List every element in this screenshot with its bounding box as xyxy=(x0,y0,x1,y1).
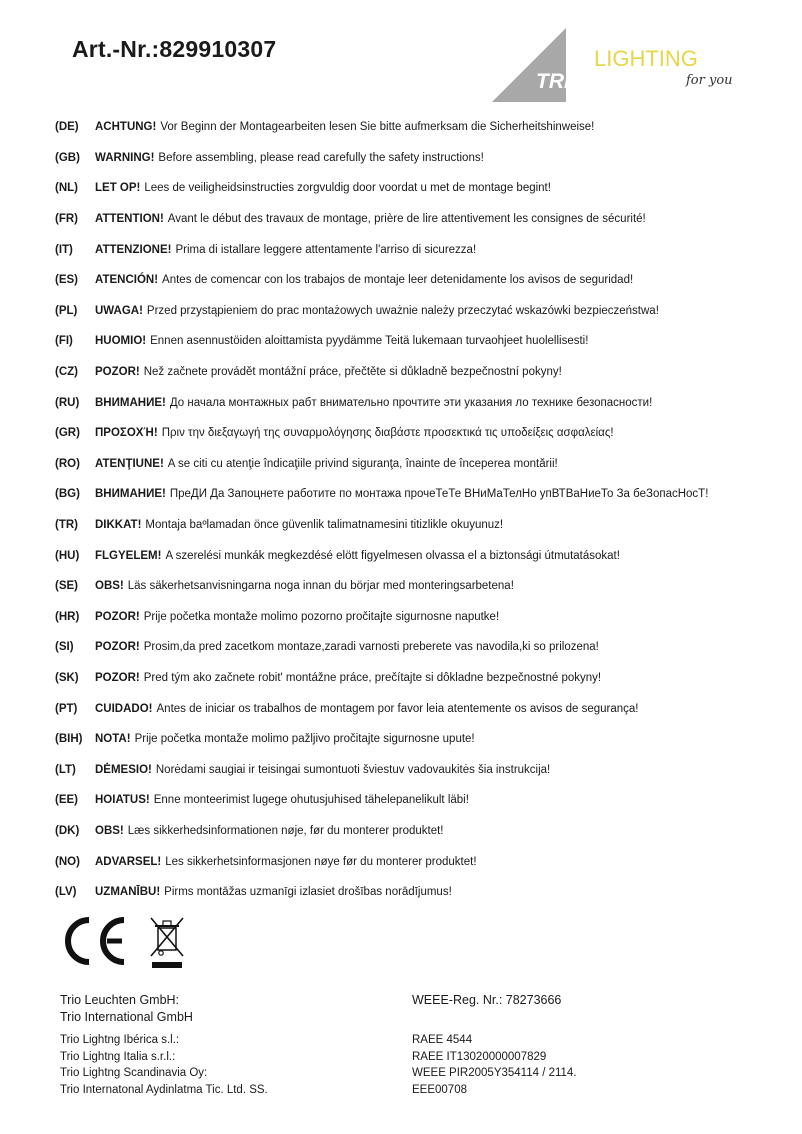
language-code: (SK) xyxy=(55,671,79,684)
warning-row xyxy=(55,387,795,418)
warning-heading: WARNING! xyxy=(95,151,155,164)
language-code: (RU) xyxy=(55,396,80,409)
warning-text: Prosim,da pred zacetkom montaze,zaradi varnosti preberete vas navodila,ki so prilozena! xyxy=(143,641,599,654)
warning-heading: ВНИМАНИЕ! xyxy=(95,396,166,409)
logo-trio-text: TRIO xyxy=(536,70,587,93)
warning-text: Prije početka montaže molimo pažljivo pročitajte sigurnosne upute! xyxy=(134,733,475,746)
warning-row xyxy=(55,632,795,663)
raee-it-number: RAEE IT13020000007829 xyxy=(412,1050,547,1063)
eee-number: EEE00708 xyxy=(412,1083,467,1096)
warning-row xyxy=(55,540,795,571)
language-code: (HU) xyxy=(55,549,80,562)
warning-row xyxy=(55,234,795,265)
warning-heading: ATTENTION! xyxy=(95,213,164,226)
warning-row xyxy=(55,479,795,510)
language-code: (PT) xyxy=(55,702,78,715)
language-code: (LV) xyxy=(55,886,77,899)
warning-row xyxy=(55,754,795,785)
warning-heading: HOIATUS! xyxy=(95,794,150,807)
warning-row xyxy=(55,846,795,877)
language-code: (GB) xyxy=(55,151,80,164)
warning-text: Norėdami saugiai ir teisingai sumontuoti šviestuv vadovaukitės šia instrukcija! xyxy=(155,763,551,776)
safety-warnings-list xyxy=(55,112,795,907)
warning-heading: DIKKAT! xyxy=(95,519,142,532)
language-code: (PL) xyxy=(55,304,78,317)
warning-heading: ВНИМАНИЕ! xyxy=(95,488,166,501)
warning-heading: ATENCIÓN! xyxy=(95,274,159,287)
language-code: (LT) xyxy=(55,763,76,776)
warning-row xyxy=(55,112,795,143)
raee-number: RAEE 4544 xyxy=(412,1034,473,1046)
warning-heading: POZOR! xyxy=(95,366,140,379)
warning-heading: CUIDADO! xyxy=(95,702,153,715)
warning-text: Ennen asennustöiden aloittamista pyydämme Teitä lukemaan turvaohjeet huolellisesti! xyxy=(150,335,589,348)
language-code: (GR) xyxy=(55,427,80,440)
warning-text: Læs sikkerhedsinformationen nøje, før du monterer produktet! xyxy=(127,824,444,837)
warning-row xyxy=(55,602,795,633)
language-code: (HR) xyxy=(55,610,80,623)
logo-tagline-text: for you xyxy=(686,73,733,88)
warning-text: Läs säkerhetsanvisningarna noga innan du börjar med monteringsarbetena! xyxy=(127,580,514,593)
warning-row xyxy=(55,204,795,235)
warning-row xyxy=(55,877,795,908)
language-code: (SI) xyxy=(55,641,74,654)
warning-row xyxy=(55,571,795,602)
warning-heading: NOTA! xyxy=(95,733,131,746)
warning-heading: UWAGA! xyxy=(95,304,143,317)
ce-mark-icon xyxy=(68,920,124,962)
footer-companies xyxy=(60,992,390,1098)
warning-heading: POZOR! xyxy=(95,610,140,623)
warning-text: Πριν την διεξαγωγή της συναρμολόγησης διαβάστε προσεκτικά τις υποδείξεις ασφαλείας! xyxy=(161,427,614,440)
language-code: (DK) xyxy=(55,824,80,837)
language-code: (BIH) xyxy=(55,733,83,746)
warning-text: Avant le début des travaux de montage, prière de lire attentivement les consignes de sécurité! xyxy=(167,213,646,226)
warning-row xyxy=(55,724,795,755)
warning-heading: UZMANĪBU! xyxy=(95,886,161,899)
warning-text: Než začnete provádět montážní práce, přečtěte si důkladně bezpečnostní pokyny! xyxy=(143,366,562,379)
language-code: (NL) xyxy=(55,182,78,195)
warning-row xyxy=(55,418,795,449)
warning-text: Prima di istallare leggere attentamente l'arriso di sicurezza! xyxy=(175,243,477,256)
company-scandinavia: Trio Lightng Scandinavia Oy: xyxy=(60,1067,208,1079)
language-code: (DE) xyxy=(55,121,79,134)
warning-heading: POZOR! xyxy=(95,641,140,654)
warning-text: Prije početka montaže molimo pozorno pročitajte sigurnosne naputke! xyxy=(143,610,500,623)
company-aydinlatma: Trio Internatonal Aydinlatma Tic. Ltd. SS. xyxy=(60,1083,268,1096)
warning-heading: POZOR! xyxy=(95,671,140,684)
warning-heading: FLGYELEM! xyxy=(95,549,162,562)
warning-row xyxy=(55,265,795,296)
language-code: (FR) xyxy=(55,213,78,226)
footer-registrations xyxy=(412,992,742,1098)
warning-heading: DĖMESIO! xyxy=(95,763,152,776)
warning-row xyxy=(55,816,795,847)
warning-heading: OBS! xyxy=(95,580,124,593)
warning-row xyxy=(55,326,795,357)
warning-text: Pirms montāžas uzmanīgi izlasiet drošības norādījumus! xyxy=(164,886,452,899)
warning-row xyxy=(55,449,795,480)
warning-text: A se citi cu atenţie îndicaţiile privind siguranţa, înainte de începerea montării! xyxy=(167,457,558,470)
warning-row xyxy=(55,357,795,388)
warning-text: Przed przystąpieniem do prac montażowych uważnie należy przeczytać wskazówki bezpieczeństwa! xyxy=(146,304,659,317)
language-code: (NO) xyxy=(55,855,80,868)
warning-row xyxy=(55,510,795,541)
warning-row xyxy=(55,693,795,724)
warning-text: ПреДИ Да Запоцнете работите по монтажа прочеТеТе ВНиМаТелНо упВТВаНиеТо За беЗопасНосТ! xyxy=(169,488,709,501)
weee-pir-number: WEEE PIR2005Y354114 / 2114. xyxy=(412,1067,577,1079)
warning-text: Antes de comencar con los trabajos de montaje leer detenidamente los avisos de seguridad! xyxy=(162,274,634,287)
language-code: (SE) xyxy=(55,580,78,593)
article-number: Art.-Nr.:829910307 xyxy=(72,36,277,62)
warning-text: До начала монтажных рабт внимательно прочтите эти указания ло технике безопасности! xyxy=(169,396,653,409)
language-code: (FI) xyxy=(55,335,73,348)
language-code: (IT) xyxy=(55,243,73,256)
trio-lighting-logo xyxy=(490,22,750,106)
language-code: (BG) xyxy=(55,488,80,501)
compliance-symbols xyxy=(62,912,192,972)
language-code: (ES) xyxy=(55,274,78,287)
warning-heading: ADVARSEL! xyxy=(95,855,162,868)
warning-heading: LET OP! xyxy=(95,182,141,195)
warning-text: Antes de iniciar os trabalhos de montagem por favor leia atentemente os avisos de segurança! xyxy=(156,702,639,715)
warning-text: Lees de veiligheidsinstructies zorgvuldig door voordat u met de montage begint! xyxy=(144,182,551,195)
language-code: (TR) xyxy=(55,519,78,532)
language-code: (EE) xyxy=(55,794,78,807)
warning-text: Montaja baºlamadan önce güvenlik talimatnamesini titizlikle okuyunuz! xyxy=(145,519,504,532)
weee-reg-number: WEEE-Reg. Nr.: 78273666 xyxy=(412,993,562,1007)
warning-text: Enne monteerimist lugege ohutusjuhised tähelepanelikult läbi! xyxy=(153,794,469,807)
company-trio-international: Trio International GmbH xyxy=(60,1010,193,1024)
warning-text: Pred tým ako začnete robit' montážne práce, prečítajte si dôkladne bezpečnostné pokyny! xyxy=(143,671,602,684)
warning-heading: OBS! xyxy=(95,824,124,837)
warning-heading: ATENŢIUNE! xyxy=(95,457,164,470)
warning-heading: ΠΡΟΣΟΧΉ! xyxy=(95,427,158,440)
company-italia: Trio Lightng Italia s.r.l.: xyxy=(60,1050,176,1063)
weee-bin-icon xyxy=(151,918,183,968)
warning-text: Les sikkerhetsinformasjonen nøye før du monterer produktet! xyxy=(165,855,477,868)
warning-row xyxy=(55,663,795,694)
warning-heading: ATTENZIONE! xyxy=(95,243,172,256)
company-iberica: Trio Lightng Ibérica s.l.: xyxy=(60,1034,180,1046)
warning-row xyxy=(55,785,795,816)
language-code: (CZ) xyxy=(55,366,78,379)
warning-text: Vor Beginn der Montagearbeiten lesen Sie bitte aufmerksam die Sicherheitshinweise! xyxy=(160,121,595,134)
warning-heading: HUOMIO! xyxy=(95,335,147,348)
language-code: (RO) xyxy=(55,457,80,470)
warning-text: Before assembling, please read carefully the safety instructions! xyxy=(158,151,484,164)
company-trio-leuchten: Trio Leuchten GmbH: xyxy=(60,993,180,1007)
warning-row xyxy=(55,296,795,327)
warning-row xyxy=(55,143,795,174)
logo-lighting-text: LIGHTING xyxy=(594,46,698,71)
warning-heading: ACHTUNG! xyxy=(95,121,157,134)
warning-row xyxy=(55,173,795,204)
warning-text: A szerelési munkák megkezdésé elött figyelmesen olvassa el a biztonsági útmutatásokat! xyxy=(165,549,620,562)
